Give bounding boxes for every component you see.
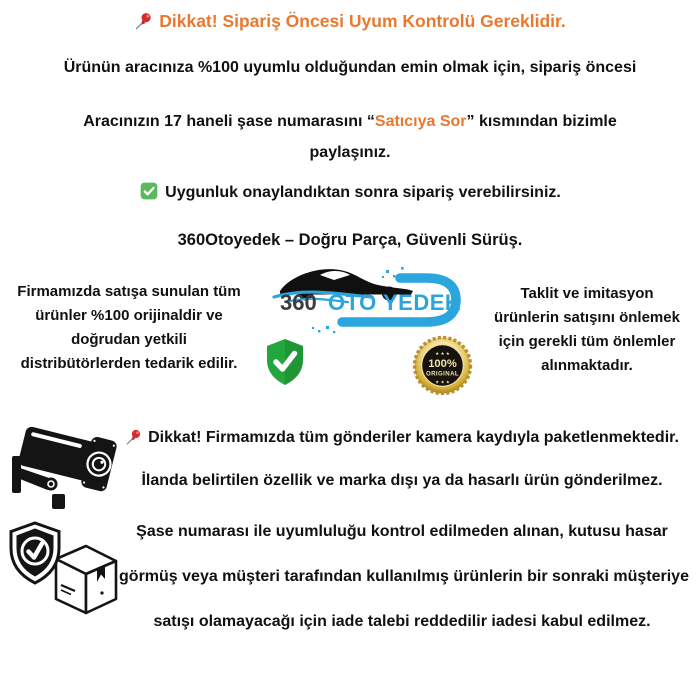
originality-note-line: Firmamızda satışa sunulan tüm: [17, 283, 241, 300]
brand-logo: [268, 260, 474, 340]
green-check-icon: [139, 181, 159, 201]
logo-number: 360: [280, 290, 317, 315]
originality-note: [0, 280, 258, 376]
vin-instruction-line1: [0, 106, 700, 137]
shield-package-icon: [4, 518, 122, 630]
approval-note: [0, 181, 700, 202]
badge-stars-bottom: ★ ★ ★: [435, 379, 450, 385]
camera-recording-note: [125, 428, 679, 447]
returns-note-line: görmüş veya müşteri tarafından kullanılmış ürünlerin bir sonraki müşteriye: [119, 568, 689, 585]
page-title-text: Dikkat! Sipariş Öncesi Uyum Kontrolü Gereklidir.: [159, 11, 566, 31]
vin-instruction-suffix: ” kısmından bizimle: [466, 113, 617, 130]
returns-note-line: satışı olamayacağı için iade talebi reddedilir iadesi kabul edilmez.: [153, 613, 651, 630]
badge-label: ORIGINAL: [425, 370, 460, 378]
pushpin-icon: [134, 11, 154, 31]
anticounterfeit-note-line: Taklit ve imitasyon: [520, 285, 654, 302]
security-camera-icon: [10, 420, 122, 518]
originality-note-line: ürünler %100 orijinaldir ve: [35, 307, 223, 324]
returns-note-line: Şase numarası ile uyumluluğu kontrol edilmeden alınan, kutusu hasar: [136, 523, 668, 540]
compatibility-note: Ürünün aracınıza %100 uyumlu olduğundan emin olmak için, sipariş öncesi: [63, 59, 637, 76]
pushpin-icon: [125, 428, 143, 446]
camera-recording-note-text: Dikkat! Firmamızda tüm gönderiler kamera kaydıyla paketlenmektedir.: [148, 429, 679, 446]
badge-stars-top: ★ ★ ★: [435, 350, 450, 356]
anticounterfeit-note-line: ürünlerin satışını önlemek: [494, 309, 680, 326]
originality-note-line: distribütörlerden tedarik edilir.: [20, 355, 238, 372]
vin-instruction-prefix: Aracınızın 17 haneli şase numarasını “: [83, 113, 375, 130]
original-badge: [412, 335, 473, 396]
vin-instruction-line2: paylaşınız.: [309, 144, 391, 161]
page-title: [0, 11, 700, 32]
logo-name: OTO YEDEK: [328, 290, 462, 315]
verified-shield-icon: [263, 337, 307, 387]
ask-seller-highlight: Satıcıya Sor: [374, 113, 467, 130]
shipping-note: İlanda belirtilen özellik ve marka dışı ya da hasarlı ürün gönderilmez.: [141, 472, 663, 489]
originality-note-line: doğrudan yetkili: [71, 331, 187, 348]
vin-instruction: [0, 106, 700, 168]
anticounterfeit-note-line: için gerekli tüm önlemler: [498, 333, 676, 350]
badge-percent: 100%: [428, 358, 457, 371]
anticounterfeit-note: [477, 282, 697, 378]
anticounterfeit-note-line: alınmaktadır.: [541, 357, 633, 374]
brand-slogan: 360Otoyedek – Doğru Parça, Güvenli Sürüş.: [177, 231, 523, 249]
approval-note-text: Uygunluk onaylandıktan sonra sipariş verebilirsiniz.: [165, 184, 561, 201]
